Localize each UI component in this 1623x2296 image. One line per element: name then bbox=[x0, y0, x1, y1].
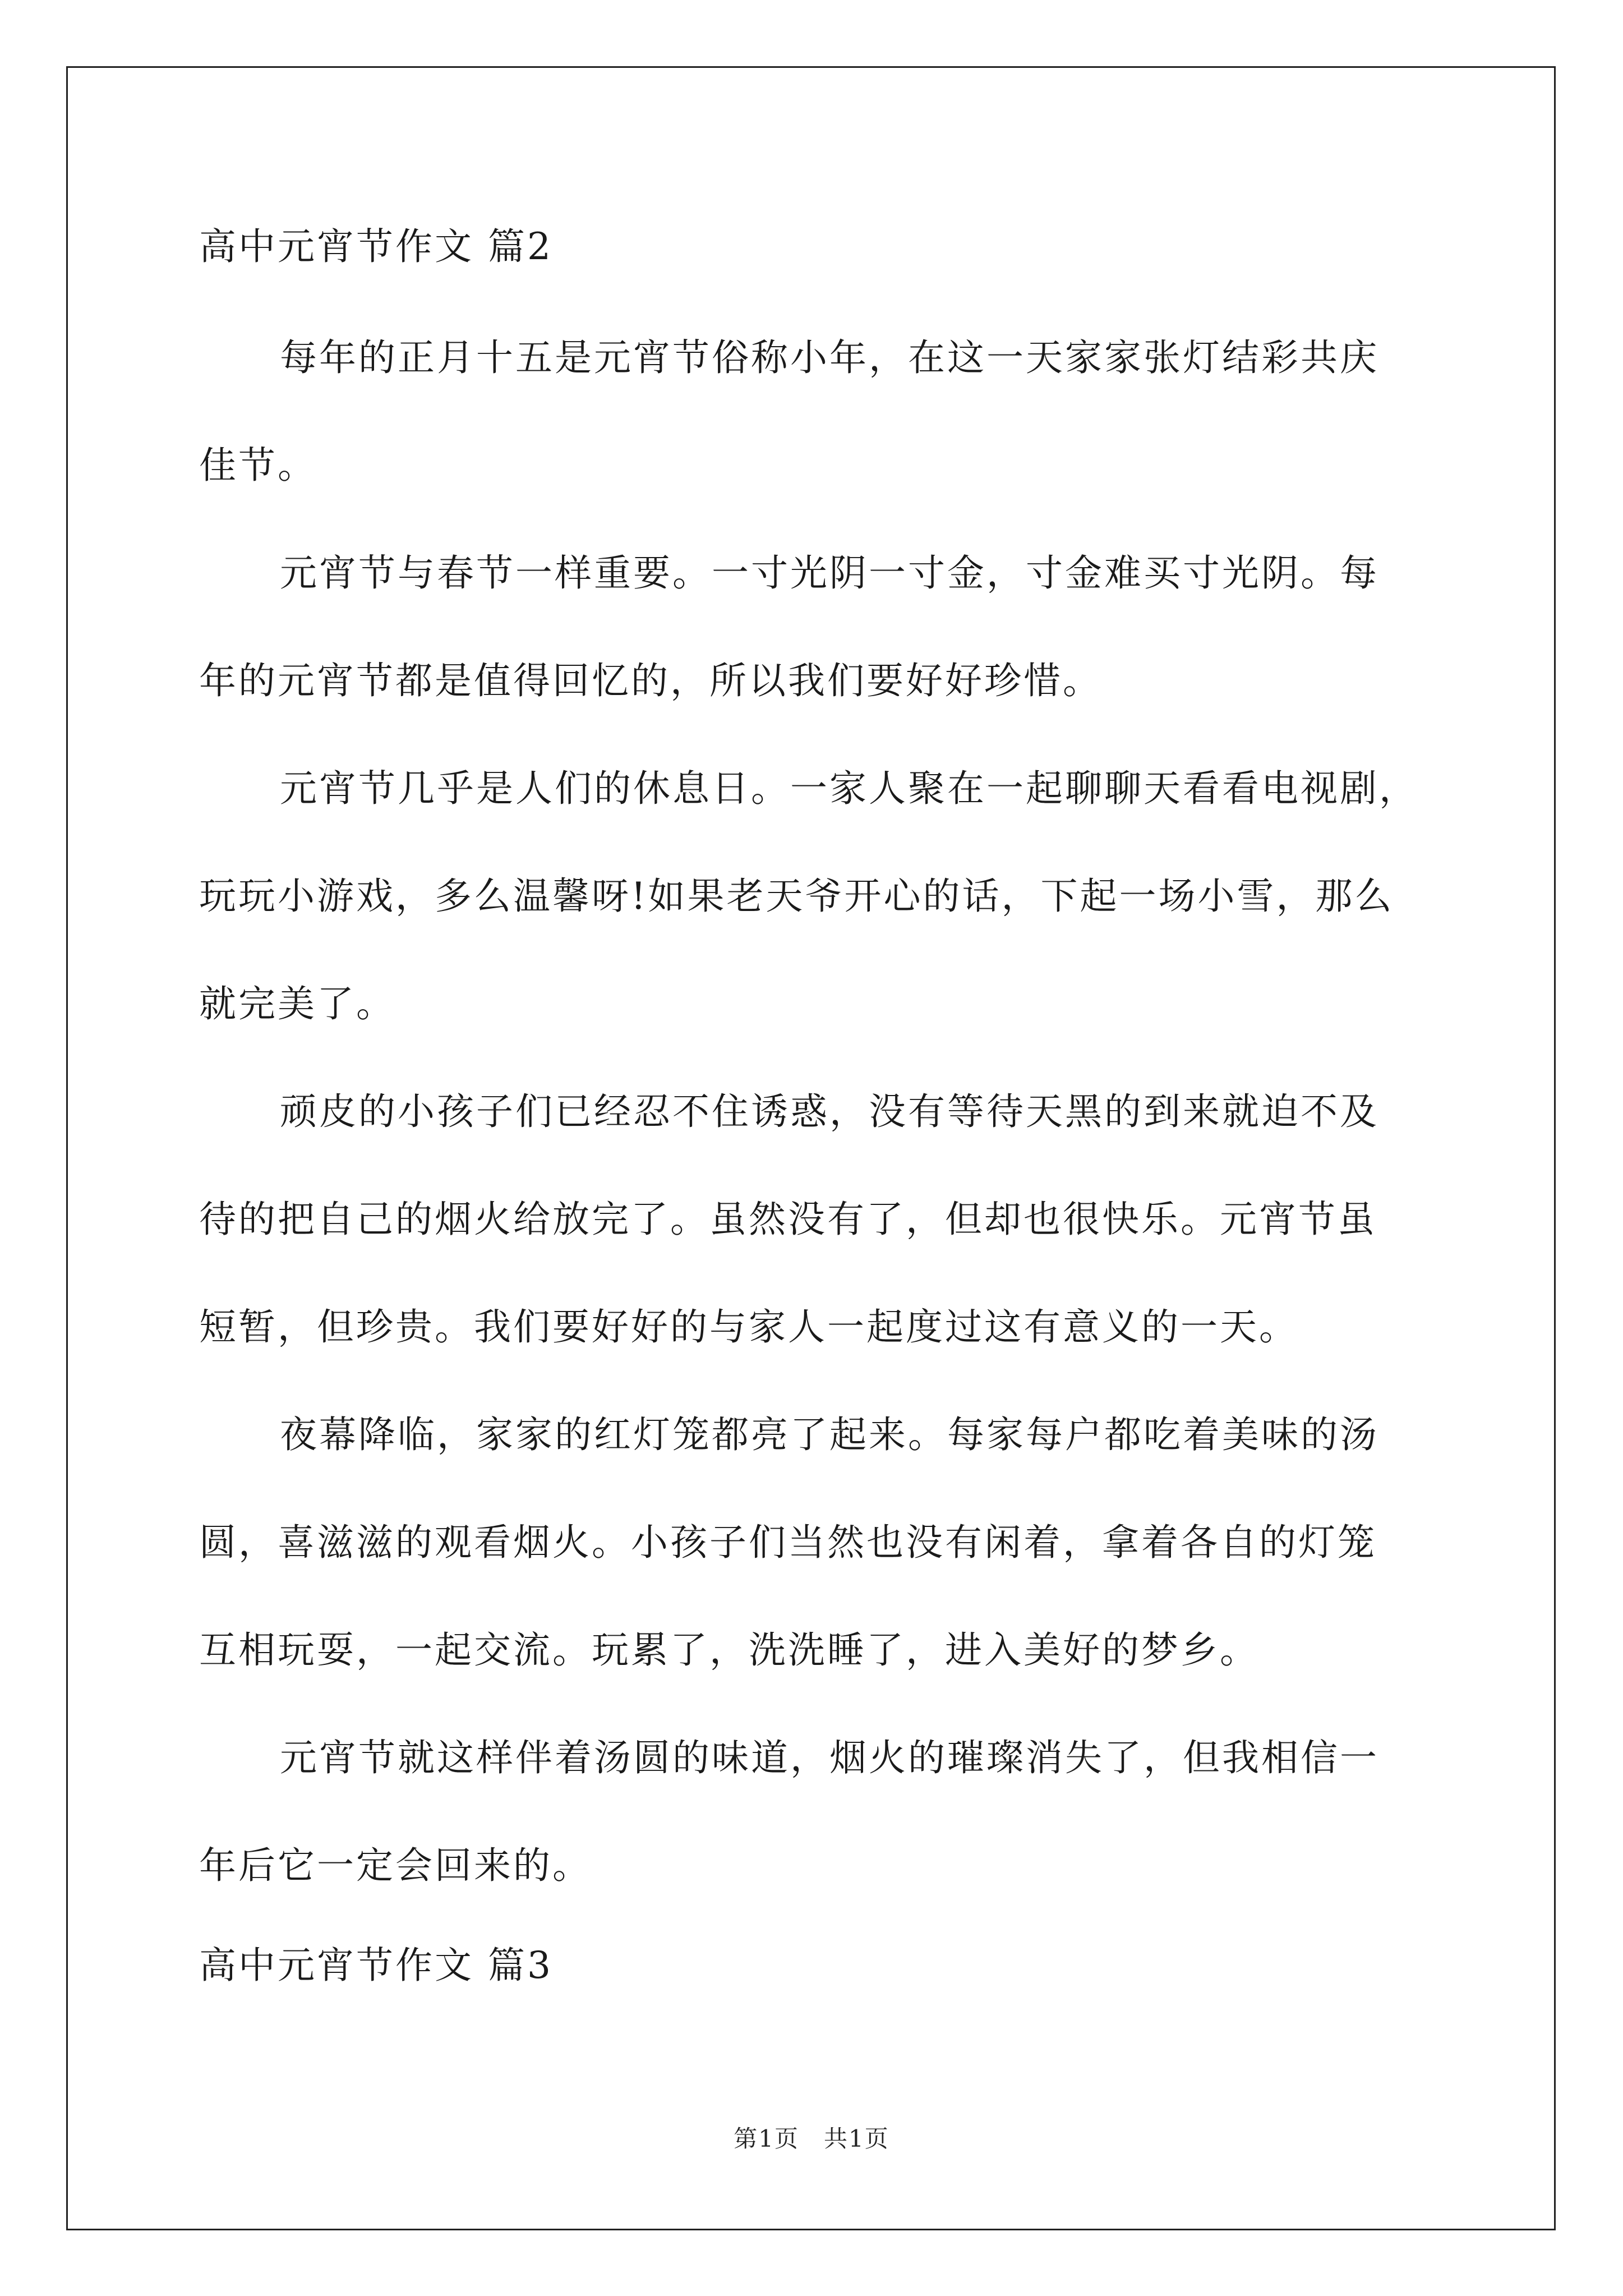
paragraph-line: 年后它一定会回来的。 bbox=[199, 1844, 592, 1887]
section-heading: 高中元宵节作文 篇3 bbox=[199, 1944, 553, 1987]
paragraph-line: 元宵节就这样伴着汤圆的味道，烟火的璀璨消失了，但我相信一 bbox=[280, 1736, 1379, 1779]
paragraph-line: 夜幕降临，家家的红灯笼都亮了起来。每家每户都吃着美味的汤 bbox=[280, 1413, 1379, 1456]
paragraph-line: 待的把自己的烟火给放完了。虽然没有了，但却也很快乐。元宵节虽 bbox=[199, 1198, 1377, 1241]
paragraph-line: 玩玩小游戏，多么温馨呀!如果老天爷开心的话，下起一场小雪，那么 bbox=[199, 875, 1394, 918]
paragraph-line: 互相玩耍，一起交流。玩累了，洗洗睡了，进入美好的梦乡。 bbox=[199, 1628, 1259, 1672]
paragraph-line: 佳节。 bbox=[199, 444, 317, 487]
page-number-footer: 第1页 共1页 bbox=[734, 2125, 889, 2152]
section-heading: 高中元宵节作文 篇2 bbox=[199, 225, 553, 268]
paragraph-line: 每年的正月十五是元宵节俗称小年，在这一天家家张灯结彩共庆 bbox=[280, 336, 1379, 379]
paragraph-line: 短暂，但珍贵。我们要好好的与家人一起度过这有意义的一天。 bbox=[199, 1305, 1298, 1349]
paragraph-line: 元宵节与春节一样重要。一寸光阴一寸金，寸金难买寸光阴。每 bbox=[280, 551, 1379, 595]
paragraph-line: 元宵节几乎是人们的休息日。一家人聚在一起聊聊天看看电视剧， bbox=[280, 767, 1418, 810]
paragraph-line: 年的元宵节都是值得回忆的，所以我们要好好珍惜。 bbox=[199, 659, 1102, 702]
paragraph-line: 顽皮的小孩子们已经忍不住诱惑，没有等待天黑的到来就迫不及 bbox=[280, 1090, 1379, 1133]
paragraph-line: 圆，喜滋滋的观看烟火。小孩子们当然也没有闲着，拿着各自的灯笼 bbox=[199, 1521, 1377, 1564]
paragraph-line: 就完美了。 bbox=[199, 982, 395, 1025]
page-border bbox=[66, 66, 1556, 2230]
